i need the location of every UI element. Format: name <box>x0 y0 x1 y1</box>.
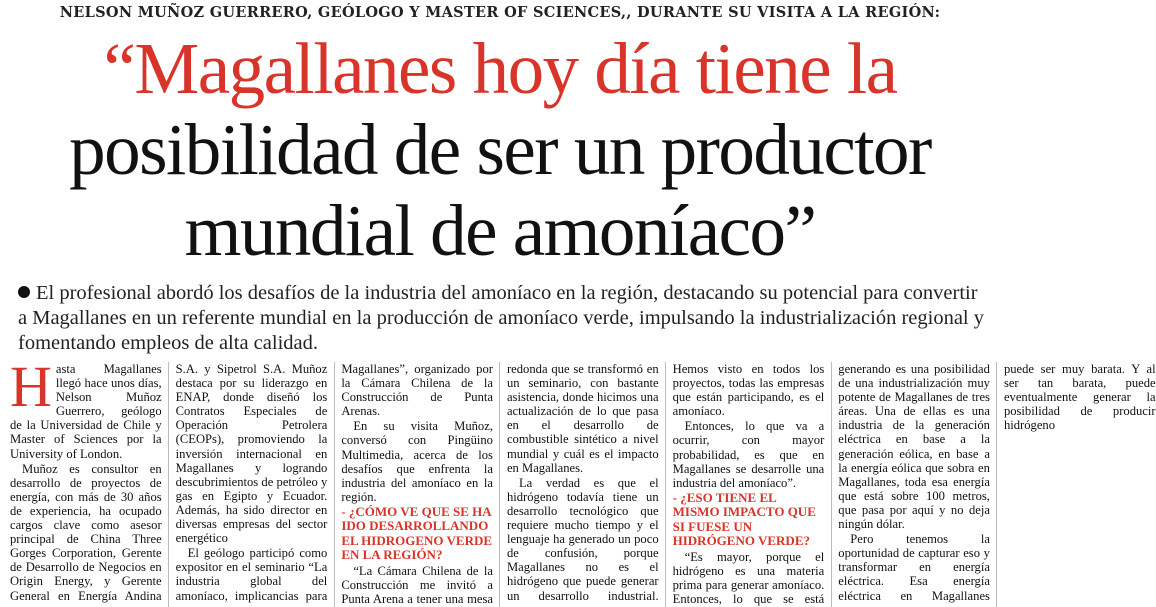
headline-line-1: “Magallanes hoy día tiene la <box>103 28 897 109</box>
article-body <box>10 354 1156 607</box>
paragraph: Muñoz es consultor en desarrollo de proyectos de energía, con más de 30 años de experiencia, ha ocupado cargos clave como asesor principal de China Three Gorges Corporation, Gerente de Desarrollo de Negocios en Origin Energy, y Gerente General en Energía Andina S.A. y Sipetrol S.A. Muñoz destaca por su liderazgo en ENAP, donde diseñó los Contratos Especiales de Operación Petrolera (CEOPs), promoviendo la inversión internacional en Magallanes y logrando descubrimientos de petróleo y gas en Egipto y Ecuador. Además, ha sido director en diversas empresas del sector energético <box>10 362 328 603</box>
interview-question: - ¿CÓMO VE QUE SE HA IDO DESARROLLANDO EL HIDROGENO VERDE EN LA REGIÓN? <box>341 503 493 563</box>
article-headline <box>0 28 1000 271</box>
paragraph: Pero tenemos la oportunidad de capturar eso y transformar en energía eléctrica. Esa energía eléctrica en Magallanes puede ser muy barata. Y al ser tan barata, puede eventualmente generar la posibilidad de producir hidrógeno <box>838 362 1156 603</box>
paragraph: “La Cámara Chilena de la Construcción me invitó a Punta Arena a tener una mesa redonda que se transformó en un seminario, con bastante asistencia, donde hicimos una actualización de lo que pasa en el desarrollo de combustible sintético a nivel mundial y cuál es el impacto en Magallanes. <box>341 362 659 607</box>
article-kicker: NELSON MUÑOZ GUERRERO, GEÓLOGO Y MASTER OF SCIENCES,, DURANTE SU VISITA A LA REGIÓN: <box>59 4 941 21</box>
lead-text: El profesional abordó los desafíos de la industria del amoníaco en la región, destacando su potencial para convertir a Magallanes en un referente mundial en la producción de amoníaco verde, impulsando la industrialización regional y fomentando empleos de alta calidad. <box>18 282 984 354</box>
paragraph: En su visita Muñoz, conversó con Pingüino Multimedia, acerca de los desafíos que enfrenta la industria del amoníaco en la región. <box>341 419 493 504</box>
article-lead <box>18 281 984 356</box>
paragraph: “Es mayor, porque el hidrógeno es una materia prima para generar amoníaco. Entonces, lo que se está generando es una posibilidad de una industrialización muy potente de Magallanes de tres áreas. Una de ellas es una industria de la generación eléctrica en base a la generación eólica, en base a la energía eólica que sobra en Magallanes, toda esa energía que está sobre 100 metros, que pasa por aquí y no deja ningún dólar. <box>672 362 990 607</box>
bullet-icon <box>18 286 30 298</box>
paragraph: Entonces, lo que va a ocurrir, con mayor probabilidad, es que en Magallanes se desarrolle una industria del amoníaco”. <box>672 419 825 490</box>
headline-line-3: mundial de amoníaco” <box>184 190 816 271</box>
paragraph: Hasta Magallanes llegó hace unos días, Nelson Muñoz Guerrero, geólogo de la Universidad de Chile y Master of Sciences por la University of London. <box>10 354 162 461</box>
headline-line-2: posibilidad de ser un productor <box>69 109 931 190</box>
paragraph: La verdad es que el hidrógeno todavía tiene un desarrollo tecnológico que requiere mucho tiempo y el lenguaje ha generado un poco de confusión, porque Magallanes no es el hidrógeno que puede generar un desarrollo industrial. Hemos visto en todos los proyectos, todas las empresas que están participando, es el amoníaco. <box>506 362 825 603</box>
paragraph: El geólogo participó como expositor en el seminario “La industria global del amoníaco, implicancias para Magallanes”, organizado por la Cámara Chilena de la Construcción de Punta Arenas. <box>175 362 493 603</box>
drop-cap: H <box>10 354 52 419</box>
interview-question: - ¿ESO TIENE EL MISMO IMPACTO QUE SI FUESE UN HIDRÓGENO VERDE? <box>672 489 816 549</box>
